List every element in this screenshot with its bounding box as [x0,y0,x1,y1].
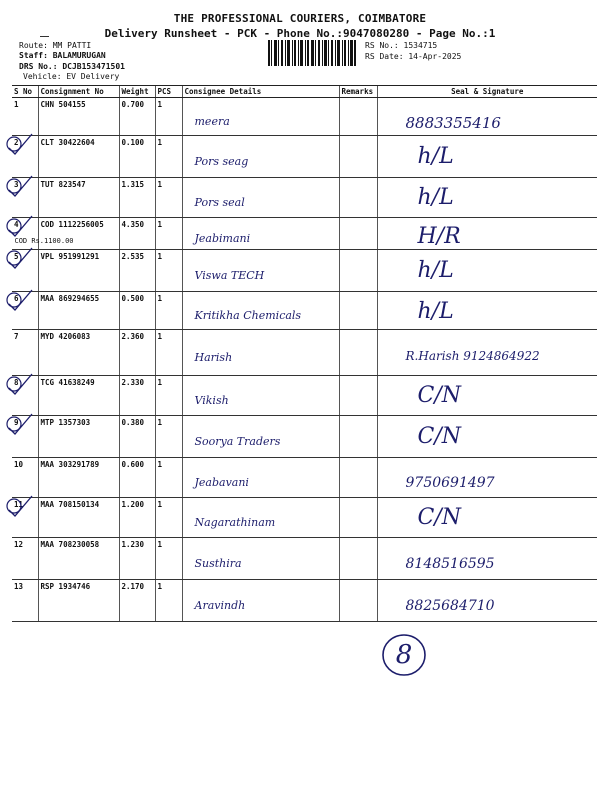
table-row [12,458,597,498]
pcs-cell [155,178,182,218]
consignee-name: Harish [194,351,233,364]
consignee-cell [182,416,339,458]
pcs-value: 1 [157,500,163,509]
pcs-cell [155,580,182,622]
signature-cell [377,330,597,376]
remarks-cell [339,538,377,580]
pcs-value: 1 [157,100,163,109]
sno-value: 11 [14,500,24,509]
consignment-cell [38,178,119,218]
remarks-cell [339,178,377,218]
weight-value: 2.535 [121,252,145,261]
consignment-value: MAA 708150134 [40,500,100,509]
table-row [12,376,597,416]
consignment-cell [38,376,119,416]
signature-cell [377,580,597,622]
pcs-value: 1 [157,252,163,261]
pcs-cell [155,98,182,136]
signature-text: 8148516595 [405,556,495,572]
table-row [12,416,597,458]
remarks-cell [339,98,377,136]
weight-value: 4.350 [121,220,145,229]
weight-cell [119,538,155,580]
table-header-row [12,86,597,98]
col-header-consignment: Consignment No [38,86,119,98]
consignee-name: Nagarathinam [194,516,276,529]
col-header-consignee: Consignee Details [182,86,339,98]
pcs-cell [155,416,182,458]
sno-cell [12,330,38,376]
sno-value: 10 [14,460,24,469]
remarks-cell [339,458,377,498]
consignee-cell [182,498,339,538]
consignment-cell [38,416,119,458]
weight-value: 2.170 [121,582,145,591]
remarks-cell [339,292,377,330]
sno-value: 4 [14,220,19,229]
rs-date: RS Date: 14-Apr-2025 [365,52,462,61]
pcs-value: 1 [157,418,163,427]
sno-cell [12,292,38,330]
sno-cell [12,136,38,178]
consignment-value: MTP 1357303 [40,418,91,427]
sno-cell [12,250,38,292]
table-row [12,538,597,580]
pcs-cell [155,218,182,250]
weight-cell [119,498,155,538]
consignee-cell [182,538,339,580]
circled-count-text: 8 [395,640,413,670]
pcs-cell [155,458,182,498]
signature-text: 8883355416 [405,114,501,132]
signature-cell [377,218,597,250]
tick-mark-icon [6,132,34,156]
consignee-cell [182,98,339,136]
weight-value: 1.230 [121,540,145,549]
route-label: Route: MM PATTI [19,41,92,50]
table-row [12,178,597,218]
consignee-name: Pors seag [194,155,249,168]
consignee-name: Aravindh [194,599,246,612]
weight-value: 2.330 [121,378,145,387]
pcs-cell [155,376,182,416]
col-header-weight: Weight [119,86,155,98]
tick-mark-icon [6,372,34,396]
pcs-cell [155,250,182,292]
pcs-value: 1 [157,582,163,591]
pcs-cell [155,538,182,580]
tick-mark-icon [6,246,34,270]
consignment-cell [38,498,119,538]
weight-value: 1.315 [121,180,145,189]
table-row [12,218,597,250]
consignment-value: MYD 4206083 [40,332,91,341]
signature-cell [377,136,597,178]
table-row [12,250,597,292]
col-header-sno: S No [12,86,38,98]
weight-cell [119,292,155,330]
table-row [12,292,597,330]
consignee-cell [182,376,339,416]
signature-text: h/L [417,258,454,283]
signature-text: h/L [417,144,454,169]
pcs-value: 1 [157,180,163,189]
rs-number: RS No.: 1534715 [365,41,438,50]
sno-cell [12,538,38,580]
table-row [12,136,597,178]
sno-value: 5 [14,252,19,261]
sno-value: 12 [14,540,24,549]
weight-value: 0.100 [121,138,145,147]
tick-mark-icon [6,412,34,436]
consignee-cell [182,136,339,178]
weight-cell [119,580,155,622]
weight-cell [119,250,155,292]
consignment-value: COD 1112256005 [40,220,104,229]
consignee-name: Jeabavani [194,476,249,489]
sno-cell [12,416,38,458]
sno-value: 7 [14,332,19,341]
sno-value: 8 [14,378,19,387]
sno-value: 1 [14,100,19,109]
sno-cell [12,98,38,136]
weight-value: 2.360 [121,332,145,341]
consignee-name: Soorya Traders [194,435,281,448]
company-title: THE PROFESSIONAL COURIERS, COIMBATORE [173,12,427,25]
tick-mark-icon [6,288,34,312]
sno-value: 6 [14,294,19,303]
consignee-name: Susthira [194,557,242,570]
consignment-cell [38,330,119,376]
sno-value: 13 [14,582,24,591]
consignment-cell [38,250,119,292]
consignee-cell [182,330,339,376]
remarks-cell [339,376,377,416]
staff-label: Staff: BALAMURUGAN [19,51,106,60]
weight-cell [119,416,155,458]
sno-value: 2 [14,138,19,147]
consignment-value: TCG 41638249 [40,378,95,387]
consignment-cell [38,292,119,330]
pcs-value: 1 [157,332,163,341]
consignee-name: Kritikha Chemicals [194,309,302,322]
remarks-cell [339,498,377,538]
weight-cell [119,136,155,178]
pcs-cell [155,498,182,538]
signature-cell [377,376,597,416]
pcs-value: 1 [157,220,163,229]
consignment-cell [38,98,119,136]
signature-text: 9750691497 [405,475,495,491]
table-row [12,330,597,376]
consignment-value: RSP 1934746 [40,582,91,591]
consignee-cell [182,458,339,498]
table-row [12,580,597,622]
runsheet-table [12,85,597,622]
signature-cell [377,250,597,292]
consignee-cell [182,292,339,330]
remarks-cell [339,416,377,458]
signature-text: R.Harish 9124864922 [405,349,540,363]
consignment-cell [14,218,119,250]
consignee-cell [182,218,339,250]
consignment-cell [38,580,119,622]
weight-value: 0.700 [121,100,145,109]
consignee-name: meera [194,115,230,128]
signature-cell [377,98,597,136]
consignment-value: MAA 869294655 [40,294,100,303]
consignment-cell [38,538,119,580]
sno-cell [12,498,38,538]
signature-cell [377,416,597,458]
consignment-value: VPL 951991291 [40,252,100,261]
signature-cell [377,292,597,330]
consignee-cell [182,178,339,218]
weight-cell [119,98,155,136]
weight-cell [119,458,155,498]
pcs-cell [155,292,182,330]
signature-text: h/L [417,299,454,324]
remarks-cell [339,330,377,376]
tick-mark-icon [6,494,34,518]
consignment-cell [38,458,119,498]
pcs-value: 1 [157,540,163,549]
consignee-name: Pors seal [194,196,245,209]
consignment-value: MAA 303291789 [40,460,100,469]
signature-text: 8825684710 [405,598,495,614]
signature-text: C/N [417,505,461,530]
drs-number: DRS No.: DCJB153471501 [19,62,125,71]
consignment-value: TUT 823547 [40,180,86,189]
signature-text: H/R [417,224,461,249]
table-row [12,498,597,538]
weight-cell [119,330,155,376]
tick-mark-icon [6,214,34,238]
sno-cell [12,376,38,416]
pcs-value: 1 [157,294,163,303]
signature-text: C/N [417,383,461,408]
table-row [12,98,597,136]
consignment-value: MAA 708230058 [40,540,100,549]
pcs-value: 1 [157,378,163,387]
sno-cell [12,458,38,498]
consignment-cell [38,136,119,178]
vehicle-label: Vehicle: EV Delivery [23,72,120,81]
sno-value: 9 [14,418,19,427]
signature-cell [377,178,597,218]
consignee-cell [182,250,339,292]
pcs-value: 1 [157,138,163,147]
sno-cell [12,580,38,622]
sno-value: 3 [14,180,19,189]
signature-text: h/L [417,185,454,210]
remarks-cell [339,218,377,250]
sno-cell [12,178,38,218]
col-header-signature: Seal & Signature [377,86,597,98]
consignee-name: Vikish [194,394,229,407]
weight-value: 0.380 [121,418,145,427]
pen-dash [40,36,49,37]
weight-value: 1.200 [121,500,145,509]
remarks-cell [339,136,377,178]
weight-value: 0.600 [121,460,145,469]
pcs-value: 1 [157,460,163,469]
col-header-pcs: PCS [155,86,182,98]
cod-amount: COD Rs.1100.00 [14,237,74,245]
consignee-name: Viswa TECH [194,269,265,282]
weight-cell [119,376,155,416]
barcode [268,40,356,66]
pcs-cell [155,136,182,178]
signature-cell [377,538,597,580]
runsheet-subtitle: Delivery Runsheet - PCK - Phone No.:9047080280 - Page No.:1 [104,27,496,40]
remarks-cell [339,580,377,622]
remarks-cell [339,250,377,292]
weight-cell [119,218,155,250]
pcs-cell [155,330,182,376]
consignment-value: CHN 504155 [40,100,86,109]
consignee-name: Jeabimani [194,232,251,245]
signature-cell [377,458,597,498]
weight-value: 0.500 [121,294,145,303]
signature-text: C/N [417,424,461,449]
signature-cell [377,498,597,538]
col-header-remarks: Remarks [339,86,377,98]
consignee-cell [182,580,339,622]
weight-cell [119,178,155,218]
consignment-value: CLT 30422604 [40,138,95,147]
tick-mark-icon [6,174,34,198]
